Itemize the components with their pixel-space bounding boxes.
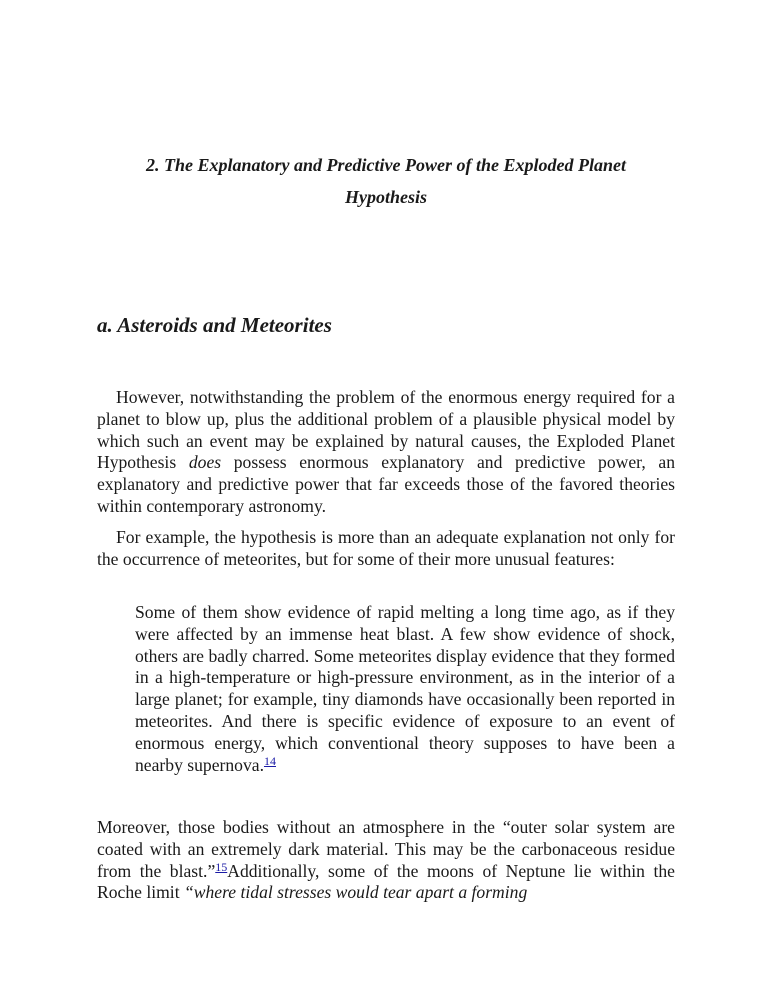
chapter-title-line-2: Hypothesis xyxy=(344,187,427,207)
paragraph-2: For example, the hypothesis is more than an adequate explanation not only for the occurrence of meteorites, but for some of their more unusual features: xyxy=(97,527,675,569)
paragraph-3 xyxy=(97,817,675,904)
paragraph-1 xyxy=(97,387,675,518)
paragraph-3-emphasis-quote: “where tidal stresses would tear apart a forming xyxy=(183,882,528,903)
chapter-title-line-1: 2. The Explanatory and Predictive Power of the Exploded Planet xyxy=(146,155,626,175)
paragraph-1-emphasis: does xyxy=(188,452,222,473)
block-quote xyxy=(135,602,675,776)
section-heading: a. Asteroids and Meteorites xyxy=(97,313,332,337)
paragraph-3-text-a: Moreover, those bodies without an atmosphere in the “outer solar system are coated with an extremely dark material. This may be the carbonaceous residue from the blast.” xyxy=(97,817,675,881)
block-quote-text: Some of them show evidence of rapid melting a long time ago, as if they were affected by an immense heat blast. A few show evidence of shock, others are badly charred. Some meteorites display evidence that they formed in a high-temperature or high-pressure environment, as in the interior of a large planet; for example, tiny diamonds have occasionally been reported in meteorites. And there is specific evidence of exposure to an event of enormous energy, which conventional theory supposes to have been a nearby supernova. xyxy=(135,602,675,775)
paragraph-1-text-b: possess enormous explanatory and predictive power, an explanatory and predictive power that far exceeds those of the favored theories within contemporary astronomy. xyxy=(97,452,675,516)
footnote-link-15[interactable]: 15 xyxy=(215,859,228,874)
paragraph-1-text-a: However, notwithstanding the problem of the enormous energy required for a planet to blow up, plus the additional problem of a plausible physical model by which such an event may be explained by natural causes, the Exploded Planet Hypothesis xyxy=(97,387,675,473)
paragraph-3-text-b: Additionally, some of the moons of Neptune lie within the Roche limit xyxy=(97,860,675,903)
chapter-title xyxy=(97,149,675,213)
footnote-link-14[interactable]: 14 xyxy=(263,753,276,768)
